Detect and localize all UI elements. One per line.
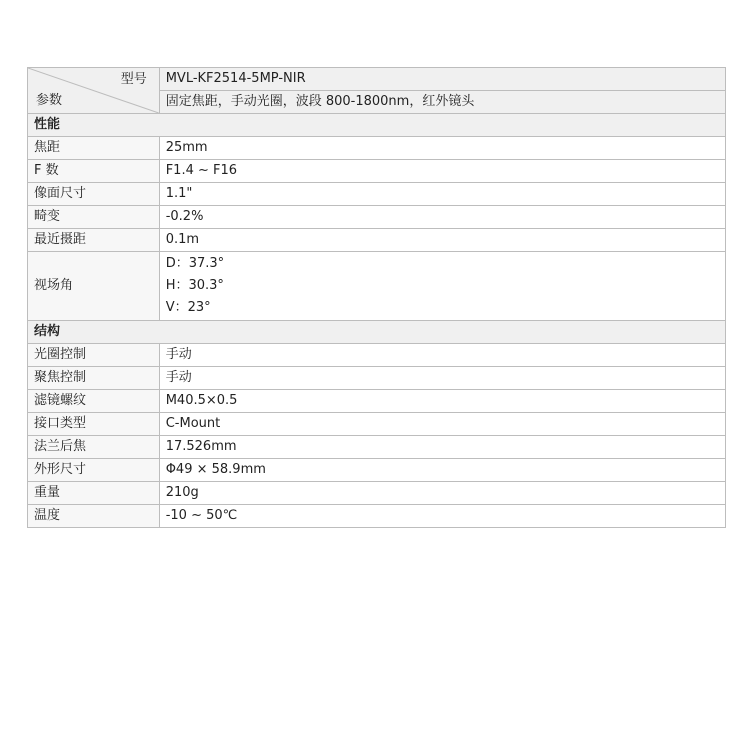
row-value: 手动 (159, 367, 725, 390)
table-row (28, 344, 726, 367)
fov-horizontal: H：30.3° (165, 278, 224, 293)
row-value: C-Mount (159, 413, 725, 436)
row-label: 重量 (28, 482, 160, 505)
table-row (28, 505, 726, 528)
row-label: 畸变 (28, 206, 160, 229)
table-row (28, 413, 726, 436)
table-row (28, 229, 726, 252)
table-row (28, 160, 726, 183)
row-value: -0.2% (159, 206, 725, 229)
row-label: 视场角 (28, 252, 160, 321)
row-value: 17.526mm (159, 436, 725, 459)
spec-table (27, 67, 726, 528)
table-row (28, 137, 726, 160)
table-row (28, 206, 726, 229)
row-label: 焦距 (28, 137, 160, 160)
model-header-label: 型号 (120, 72, 147, 87)
row-label: 温度 (28, 505, 160, 528)
row-value: 手动 (159, 344, 725, 367)
param-header-label: 参数 (36, 93, 63, 108)
description-value: 固定焦距，手动光圈，波段 800-1800nm，红外镜头 (159, 91, 725, 114)
section-structure (28, 321, 726, 344)
header-diagonal-cell (28, 68, 160, 114)
model-value: MVL-KF2514-5MP-NIR (159, 68, 725, 91)
fov-values (159, 252, 725, 321)
table-row (28, 183, 726, 206)
section-title: 结构 (28, 321, 726, 344)
row-value: 1.1" (159, 183, 725, 206)
row-label: 像面尺寸 (28, 183, 160, 206)
row-value: Φ49 × 58.9mm (159, 459, 725, 482)
row-label: 外形尺寸 (28, 459, 160, 482)
row-label: 光圈控制 (28, 344, 160, 367)
row-value: -10 ~ 50℃ (159, 505, 725, 528)
table-row (28, 390, 726, 413)
section-performance (28, 114, 726, 137)
fov-vertical: V：23° (165, 300, 211, 315)
row-value: 210g (159, 482, 725, 505)
table-row (28, 436, 726, 459)
row-value: 25mm (159, 137, 725, 160)
header-row-model (28, 68, 726, 91)
row-value: 0.1m (159, 229, 725, 252)
table-row (28, 367, 726, 390)
row-label: 最近摄距 (28, 229, 160, 252)
row-label: F 数 (28, 160, 160, 183)
row-value: F1.4 ~ F16 (159, 160, 725, 183)
row-label: 滤镜螺纹 (28, 390, 160, 413)
row-label: 法兰后焦 (28, 436, 160, 459)
table-row (28, 459, 726, 482)
row-value: M40.5×0.5 (159, 390, 725, 413)
table-row-fov (28, 252, 726, 321)
fov-diagonal: D：37.3° (165, 256, 225, 271)
row-label: 聚焦控制 (28, 367, 160, 390)
table-row (28, 482, 726, 505)
section-title: 性能 (28, 114, 726, 137)
row-label: 接口类型 (28, 413, 160, 436)
